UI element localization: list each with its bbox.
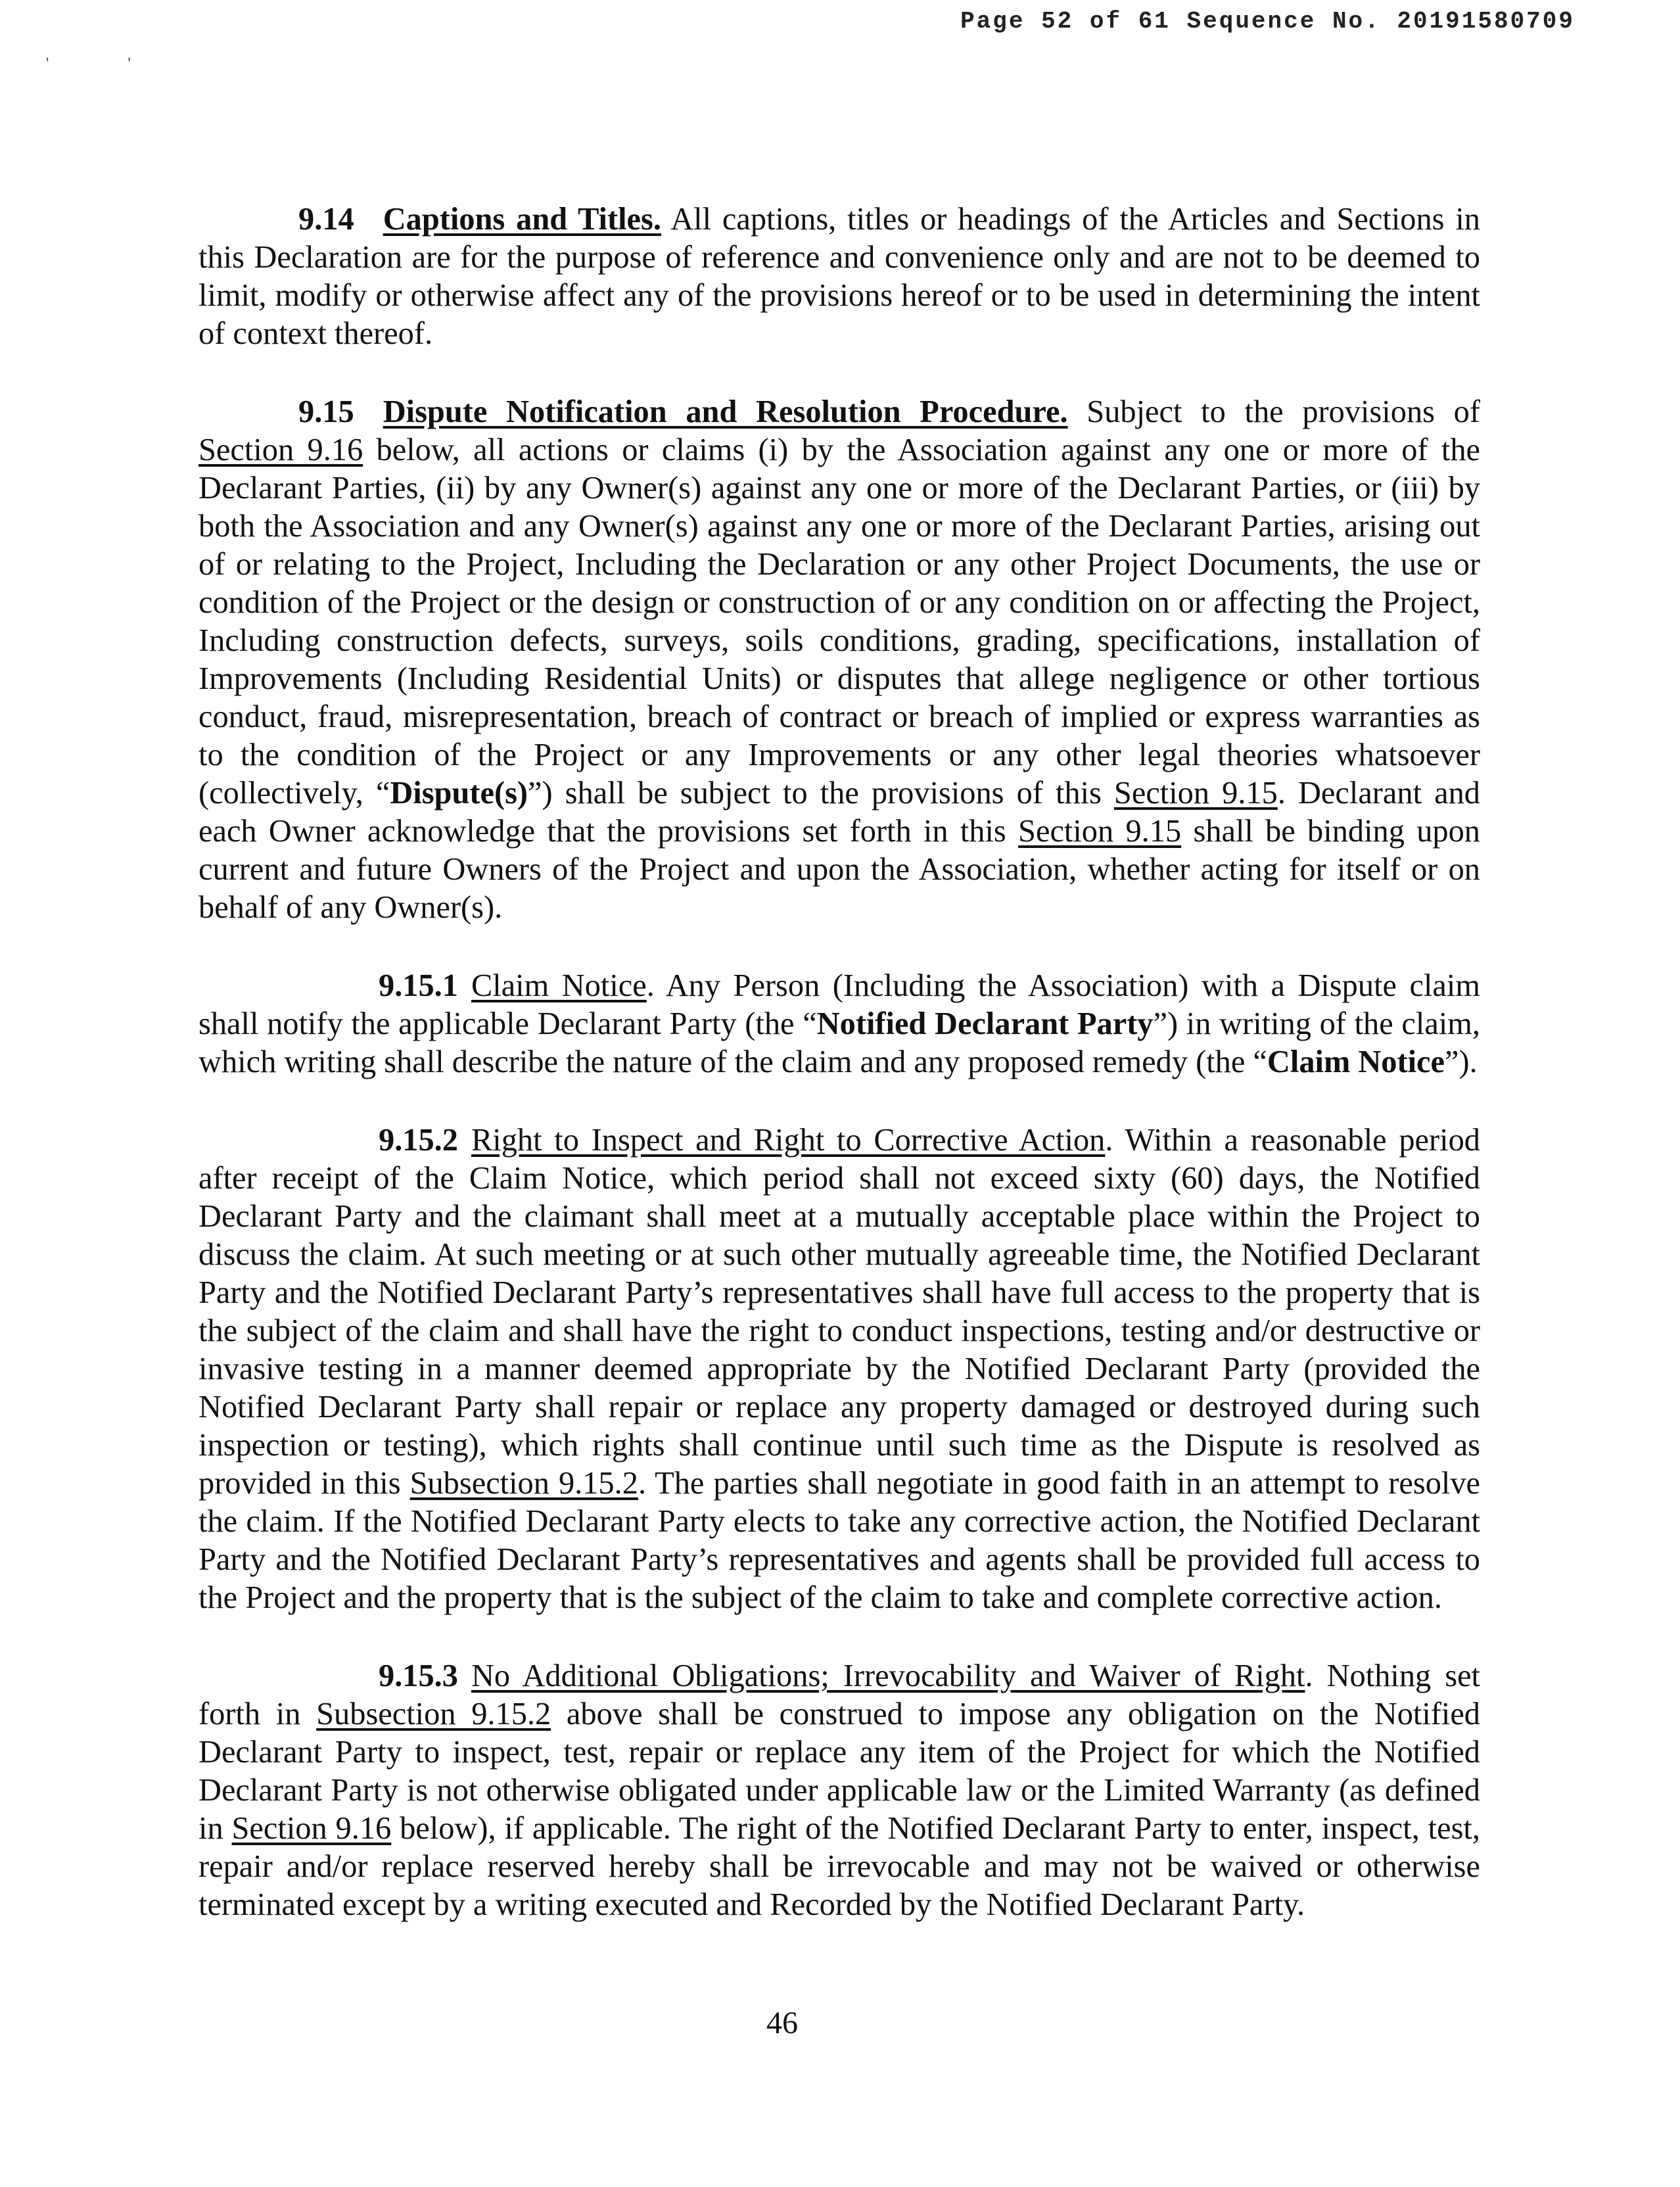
section-9-14	[198, 200, 1480, 353]
section-title: Right to Inspect and Right to Corrective Action	[471, 1123, 1106, 1158]
section-text: ”) in writing of the claim, which writing shall describe the nature of the claim and any proposed remedy (the “	[198, 1006, 1480, 1079]
section-title: Dispute Notification and Resolution Procedure.	[383, 394, 1068, 429]
section-text: below), if applicable. The right of the Notified Declarant Party to enter, inspect, test, repair and/or replace reserved hereby shall be irrevocable and may not be waived or otherwise terminated except by a writing executed and Recorded by the Notified Declarant Party.	[198, 1811, 1480, 1922]
section-9-15-2	[198, 1121, 1480, 1617]
section-reference: Subsection 9.15.2	[316, 1697, 551, 1731]
section-title: Claim Notice	[471, 968, 647, 1003]
scan-mark: '	[46, 55, 128, 72]
section-reference: Section 9.16	[231, 1811, 392, 1846]
section-reference: Subsection 9.15.2	[409, 1466, 638, 1501]
section-number: 9.15.3	[379, 1658, 458, 1693]
section-text: . Declarant and each Owner acknowledge that the provisions set forth in this	[198, 776, 1480, 849]
section-text: . Nothing set forth in	[198, 1658, 1480, 1731]
defined-term: Dispute(s)	[390, 776, 528, 811]
section-title: No Additional Obligations; Irrevocability and Waiver of Right	[471, 1658, 1305, 1693]
section-number: 9.15.2	[379, 1123, 458, 1158]
document-body	[198, 200, 1480, 1964]
section-9-15	[198, 393, 1480, 927]
defined-term: Notified Declarant Party	[816, 1006, 1154, 1041]
section-text: ”) shall be subject to the provisions of this	[528, 776, 1102, 811]
defined-term: Claim Notice	[1267, 1045, 1445, 1079]
section-text: above shall be construed to impose any obligation on the Notified Declarant Party to inspect, test, repair or replace any item of the Project for which the Notified Declarant Party is not otherwise obligated under applicable law or the Limited Warranty (as defined in	[198, 1697, 1481, 1846]
section-title: Captions and Titles.	[383, 202, 661, 237]
section-text: . Any Person (Including the Association) with a Dispute claim shall notify the applicable Declarant Party (the “	[198, 968, 1480, 1041]
scan-marks	[46, 55, 210, 73]
section-reference: Section 9.16	[198, 433, 363, 467]
section-text: All captions, titles or headings of the Articles and Sections in this Declaration are for the purpose of reference and convenience only and are not to be deemed to limit, modify or otherwise affect any of the provisions hereof or to be used in determining the intent of context thereof.	[198, 202, 1480, 351]
section-text: ”).	[1445, 1045, 1478, 1079]
section-number: 9.15	[298, 394, 354, 429]
section-text: . Within a reasonable period after receipt of the Claim Notice, which period shall not exceed sixty (60) days, the Notified Declarant Party and the claimant shall meet at a mutually acceptable place within the Project to discuss the claim. At such meeting or at such other mutually agreeable time, the Notified Declarant Party and the Notified Declarant Party’s representatives shall have full access to the property that is the subject of the claim and shall have the right to conduct inspections, testing and/or destructive or invasive testing in a manner deemed appropriate by the Notified Declarant Party (provided the Notified Declarant Party shall repair or replace any property damaged or destroyed during such inspection or testing), which rights shall continue until such time as the Dispute is resolved as provided in this	[198, 1123, 1480, 1501]
section-reference: Section 9.15	[1113, 776, 1278, 811]
section-number: 9.14	[298, 202, 354, 237]
scan-mark: '	[128, 55, 210, 72]
section-9-15-1	[198, 967, 1480, 1081]
section-text: . The parties shall negotiate in good faith in an attempt to resolve the claim. If the Notified Declarant Party elects to take any corrective action, the Notified Declarant Party and the Notified Declarant Party’s representatives and agents shall be provided full access to the Project and the property that is the subject of the claim to take and complete corrective action.	[198, 1466, 1481, 1615]
page-sequence-header: Page 52 of 61 Sequence No. 20191580709	[960, 8, 1575, 35]
section-text: Subject to the provisions of	[1086, 394, 1480, 429]
section-text: shall be binding upon current and future Owners of the Project and upon the Association, whether acting for itself or on behalf of any Owner(s).	[198, 814, 1480, 925]
page-number: 46	[766, 2006, 798, 2040]
section-text: below, all actions or claims (i) by the Association against any one or more of the Declarant Parties, (ii) by any Owner(s) against any one or more of the Declarant Parties, or (iii) by both the Association and any Owner(s) against any one or more of the Declarant Parties, arising out of or relating to the Project, Including the Declaration or any other Project Documents, the use or condition of the Project or the design or construction of or any condition on or affecting the Project, Including construction defects, surveys, soils conditions, grading, specifications, installation of Improvements (Including Residential Units) or disputes that allege negligence or other tortious conduct, fraud, misrepresentation, breach of contract or breach of implied or express warranties as to the condition of the Project or any Improvements or any other legal theories whatsoever (collectively, “	[198, 433, 1480, 811]
section-number: 9.15.1	[379, 968, 458, 1003]
section-9-15-3	[198, 1657, 1480, 1924]
section-reference: Section 9.15	[1018, 814, 1182, 849]
